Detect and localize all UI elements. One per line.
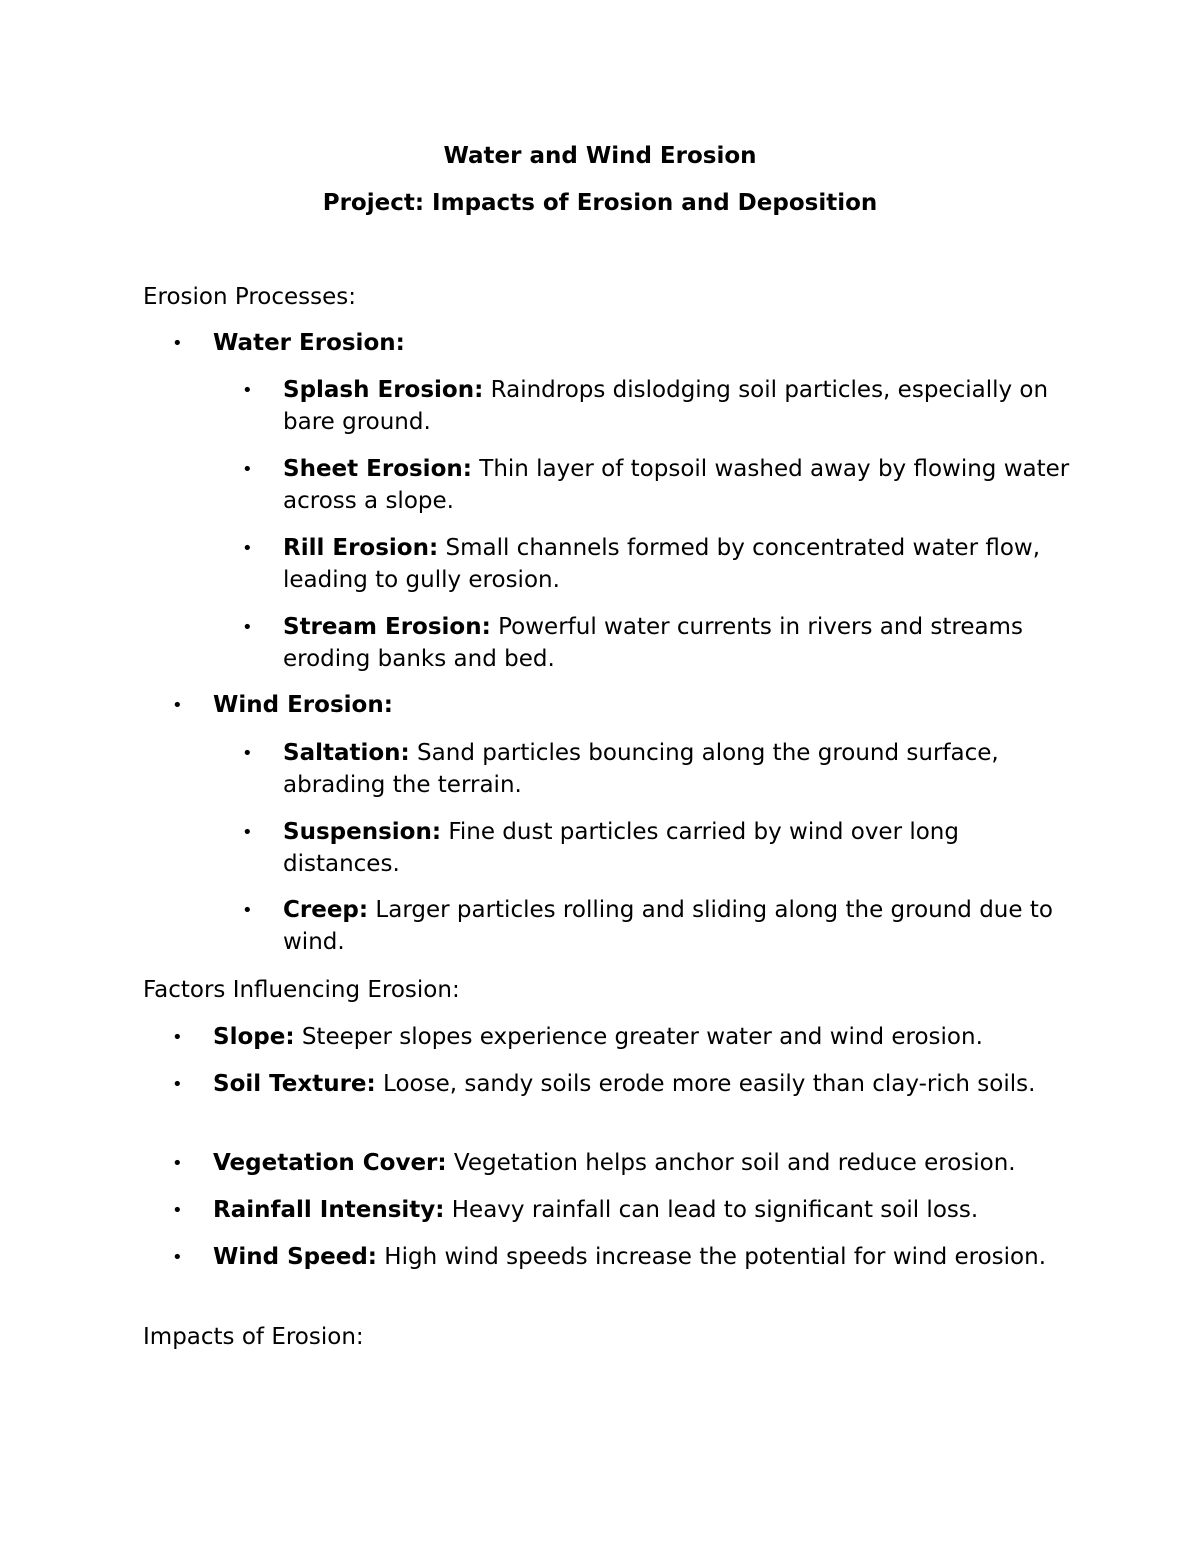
list-item-text: Larger particles rolling and sliding along the ground due to wind. bbox=[283, 897, 1053, 955]
bullet-icon: • bbox=[172, 695, 183, 716]
list-item-term: Slope: bbox=[213, 1024, 295, 1050]
wind-erosion-item bbox=[172, 690, 1073, 722]
bullet-icon: • bbox=[172, 1247, 183, 1268]
list-item-text: Powerful water currents in rivers and streams eroding banks and bed. bbox=[283, 614, 1023, 672]
bullet-icon: • bbox=[242, 743, 253, 764]
list-item bbox=[172, 1148, 1073, 1180]
list-item-text: Steeper slopes experience greater water and wind erosion. bbox=[294, 1024, 983, 1050]
bullet-icon: • bbox=[242, 380, 253, 401]
list-item-term: Rainfall Intensity: bbox=[213, 1197, 445, 1223]
bullet-icon: • bbox=[242, 538, 253, 559]
list-item-text: Loose, sandy soils erode more easily than clay-rich soils. bbox=[375, 1071, 1036, 1097]
bullet-icon: • bbox=[242, 900, 253, 921]
erosion-processes-heading: Erosion Processes: bbox=[143, 284, 357, 310]
list-item-text: Heavy rainfall can lead to significant soil loss. bbox=[444, 1197, 979, 1223]
bullet-icon: • bbox=[172, 1074, 183, 1095]
list-item bbox=[242, 612, 1073, 675]
list-item-term: Splash Erosion: bbox=[283, 377, 484, 403]
water-erosion-label: Water Erosion: bbox=[213, 330, 405, 356]
document-title: Water and Wind Erosion bbox=[443, 143, 757, 169]
bullet-icon: • bbox=[242, 459, 253, 480]
bullet-icon: • bbox=[172, 1027, 183, 1048]
list-item bbox=[242, 533, 1073, 596]
list-item bbox=[172, 1195, 1073, 1227]
wind-erosion-label: Wind Erosion: bbox=[213, 692, 393, 718]
list-item bbox=[242, 738, 1073, 801]
document-subtitle: Project: Impacts of Erosion and Deposition bbox=[322, 190, 878, 216]
list-item-term: Sheet Erosion: bbox=[283, 456, 472, 482]
list-item-term: Saltation: bbox=[283, 740, 410, 766]
list-item bbox=[172, 1022, 1073, 1054]
list-item-term: Creep: bbox=[283, 897, 369, 923]
list-item bbox=[172, 1069, 1073, 1101]
list-item bbox=[242, 895, 1073, 958]
list-item bbox=[172, 1242, 1073, 1274]
list-item bbox=[242, 375, 1073, 438]
list-item bbox=[242, 817, 1073, 880]
list-item-text: High wind speeds increase the potential for wind erosion. bbox=[377, 1244, 1047, 1270]
list-item-text: Vegetation helps anchor soil and reduce erosion. bbox=[446, 1150, 1016, 1176]
list-item-text: Fine dust particles carried by wind over long distances. bbox=[283, 819, 959, 877]
bullet-icon: • bbox=[172, 333, 183, 354]
impacts-heading: Impacts of Erosion: bbox=[143, 1324, 364, 1350]
bullet-icon: • bbox=[242, 822, 253, 843]
list-item-term: Vegetation Cover: bbox=[213, 1150, 447, 1176]
list-item-term: Wind Speed: bbox=[213, 1244, 377, 1270]
bullet-icon: • bbox=[172, 1153, 183, 1174]
list-item-term: Stream Erosion: bbox=[283, 614, 491, 640]
list-item-text: Small channels formed by concentrated water flow, leading to gully erosion. bbox=[283, 535, 1041, 593]
list-item-text: Sand particles bouncing along the ground surface, abrading the terrain. bbox=[283, 740, 999, 798]
list-item-text: Thin layer of topsoil washed away by flowing water across a slope. bbox=[283, 456, 1070, 514]
list-item-term: Rill Erosion: bbox=[283, 535, 439, 561]
bullet-icon: • bbox=[242, 617, 253, 638]
list-item bbox=[242, 454, 1073, 517]
bullet-icon: • bbox=[172, 1200, 183, 1221]
list-item-term: Suspension: bbox=[283, 819, 442, 845]
water-erosion-item bbox=[172, 328, 1073, 360]
list-item-term: Soil Texture: bbox=[213, 1071, 376, 1097]
list-item-text: Raindrops dislodging soil particles, especially on bare ground. bbox=[283, 377, 1049, 435]
factors-heading: Factors Influencing Erosion: bbox=[143, 977, 460, 1003]
